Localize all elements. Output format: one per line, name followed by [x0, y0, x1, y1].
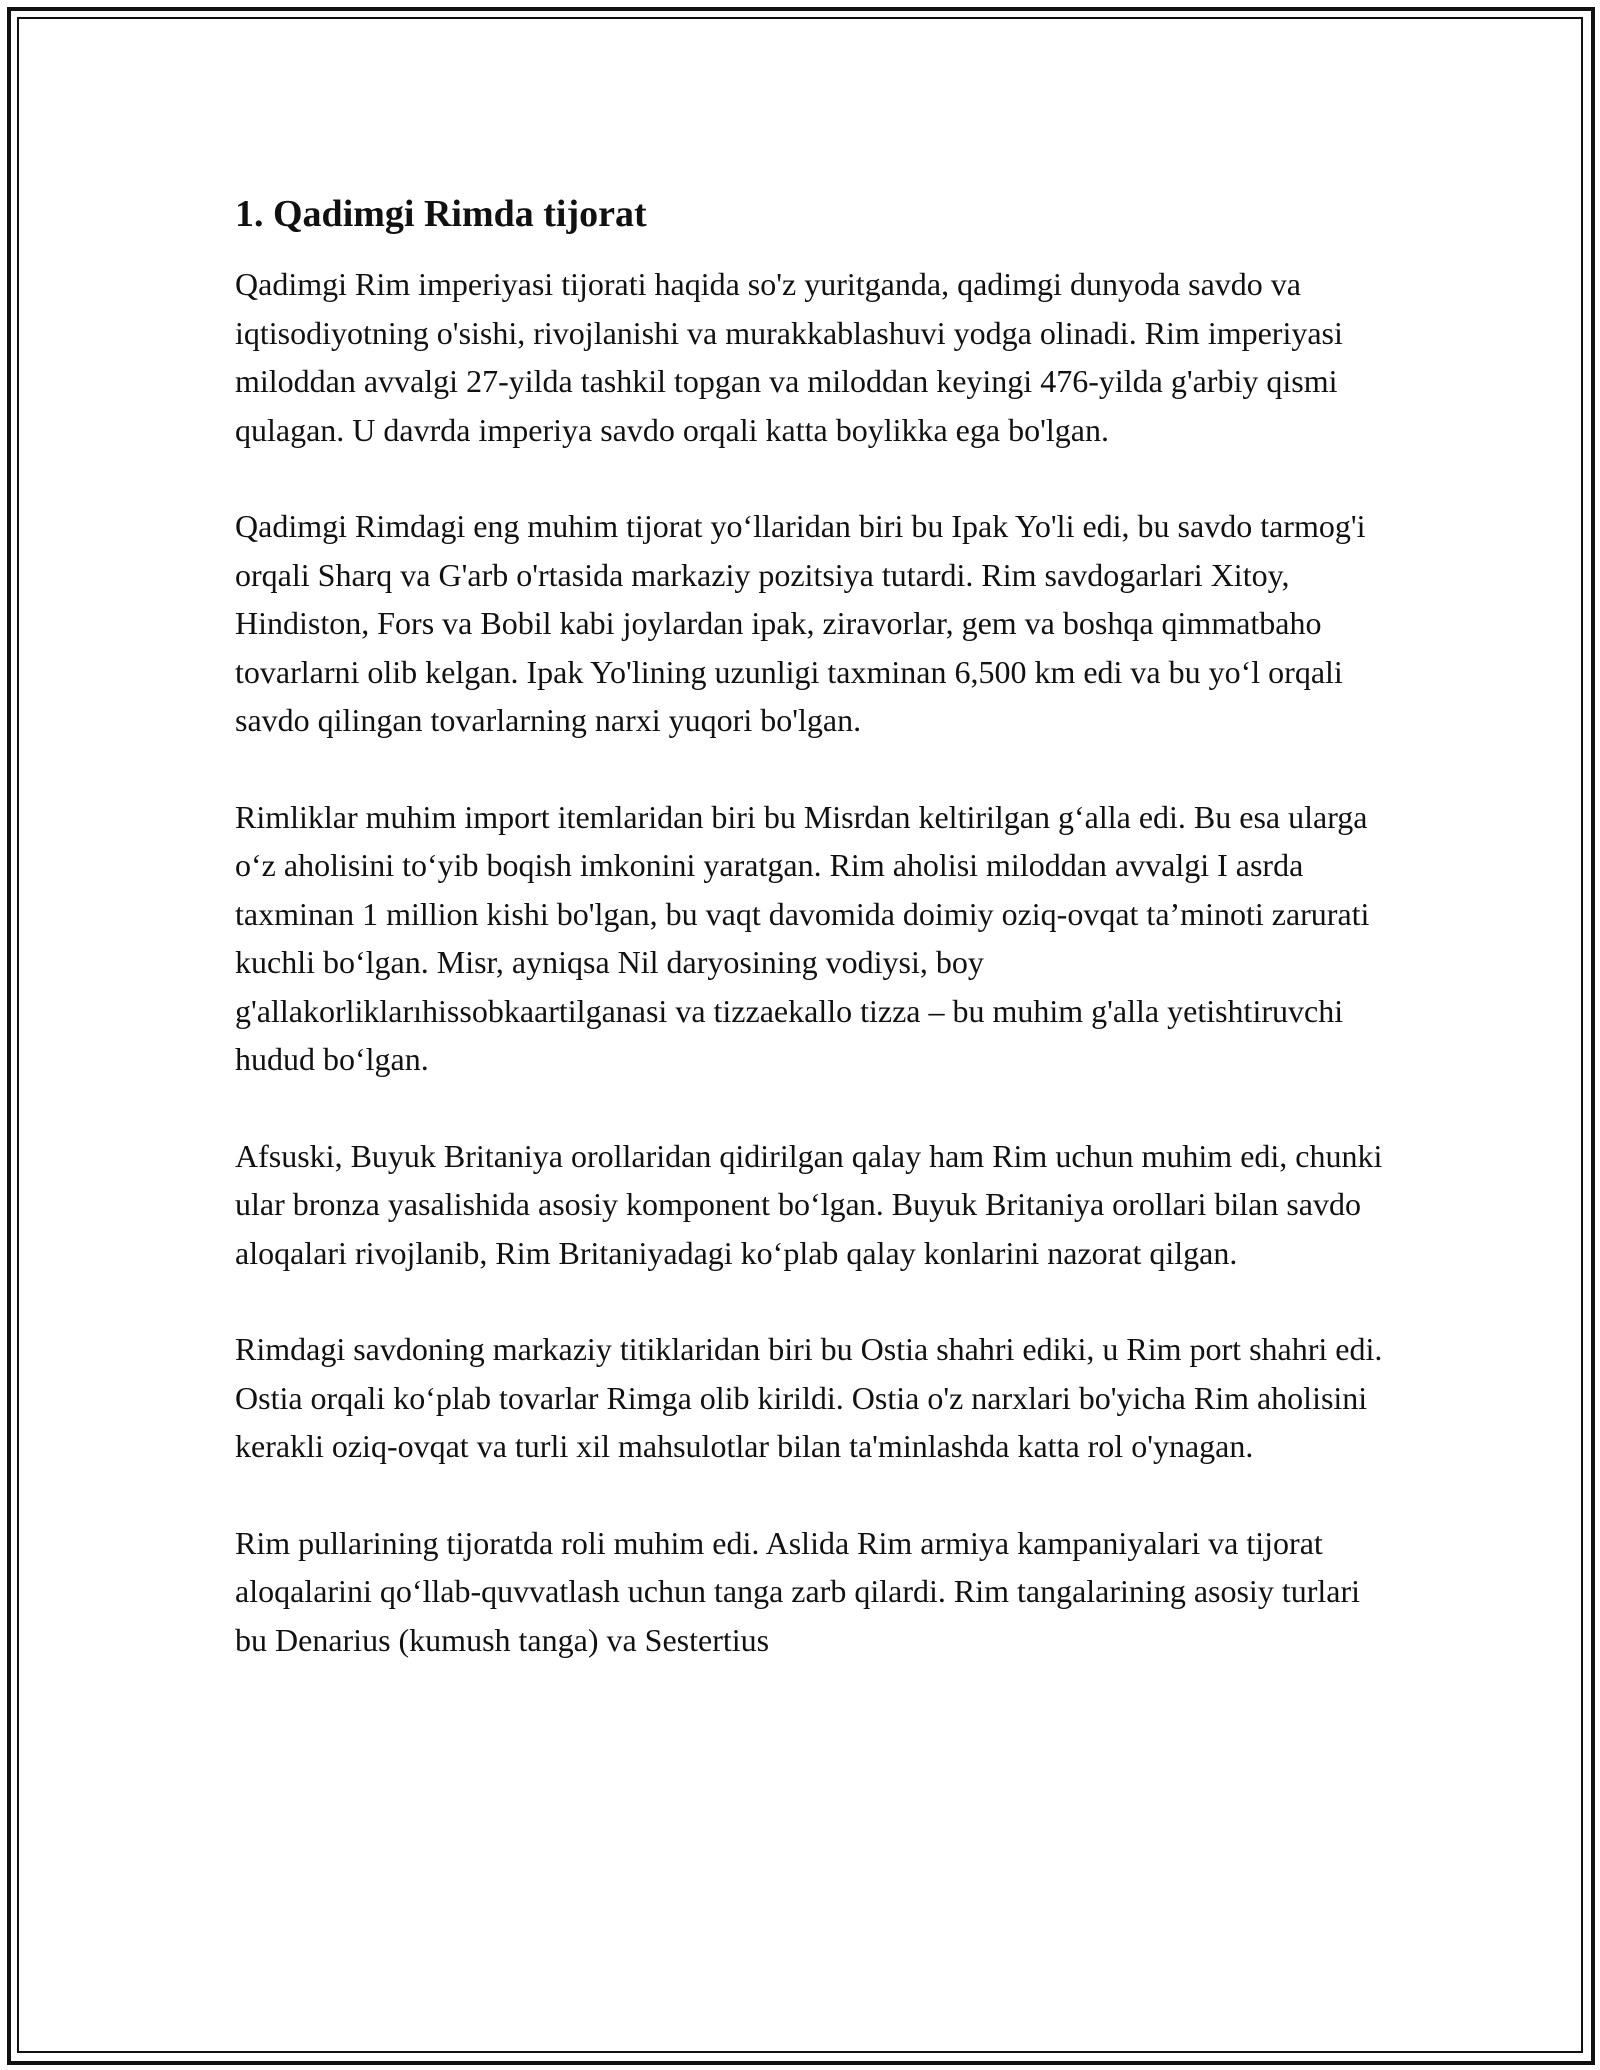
paragraph-egypt-grain: Rimliklar muhim import itemlaridan biri bu Misrdan keltirilgan g‘alla edi. Bu esa ularga o‘z aholisini to‘yib boqish imkonini yaratgan. Rim aholisi miloddan avvalgi I asrda taxminan 1 million kishi bo'lgan, bu vaqt davomida doimiy oziq-ovqat ta’minoti zarurati kuchli bo‘lgan. Misr, ayniqsa Nil daryosining vodiysi, boy g'allakorliklarıhissobkaartilganasi va tizzaekallo tizza – bu muhim g'alla yetishtiruvchi hudud bo‘lgan.	[235, 798, 1370, 1077]
paragraph-roman-coins: Rim pullarining tijoratda roli muhim edi. Aslida Rim armiya kampaniyalari va tijorat aloqalarini qo‘llab-quvvatlash uchun tanga zarb qilardi. Rim tangalarining asosiy turlari bu Denarius (kumush tanga) va Sestertius	[235, 1524, 1360, 1658]
paragraph-intro: Qadimgi Rim imperiyasi tijorati haqida so'z yuritganda, qadimgi dunyoda savdo va iqtisodiyotning o'sishi, rivojlanishi va murakkablashuvi yodga olinadi. Rim imperiyasi miloddan avvalgi 27-yilda tashkil topgan va miloddan keyingi 476-yilda g'arbiy qismi qulagan. U davrda imperiya savdo orqali katta boylikka ega bo'lgan.	[235, 266, 1343, 448]
section-heading: 1. Qadimgi Rimda tijorat	[235, 193, 647, 235]
document-body	[235, 188, 1385, 1712]
paragraph-ostia: Rimdagi savdoning markaziy titiklaridan biri bu Ostia shahri ediki, u Rim port shahri edi. Ostia orqali ko‘plab tovarlar Rimga olib kirildi. Ostia o'z narxlari bo'yicha Rim aholisini kerakli oziq-ovqat va turli xil mahsulotlar bilan ta'minlashda katta rol o'ynagan.	[235, 1331, 1383, 1464]
paragraph-britain-tin: Afsuski, Buyuk Britaniya orollaridan qidirilgan qalay ham Rim uchun muhim edi, chunki ular bronza yasalishida asosiy komponent bo‘lgan. Buyuk Britaniya orollari bilan savdo aloqalari rivojlanib, Rim Britaniyadagi ko‘plab qalay konlarini nazorat qilgan.	[235, 1137, 1383, 1271]
paragraph-silk-road: Qadimgi Rimdagi eng muhim tijorat yo‘llaridan biri bu Ipak Yo'li edi, bu savdo tarmog'i orqali Sharq va G'arb o'rtasida markaziy pozitsiya tutardi. Rim savdogarlari Xitoy, Hindiston, Fors va Bobil kabi joylardan ipak, ziravorlar, gem va boshqa qimmatbaho tovarlarni olib kelgan. Ipak Yo'lining uzunligi taxminan 6,500 km edi va bu yo‘l orqali savdo qilingan tovarlarning narxi yuqori bo'lgan.	[235, 508, 1366, 738]
